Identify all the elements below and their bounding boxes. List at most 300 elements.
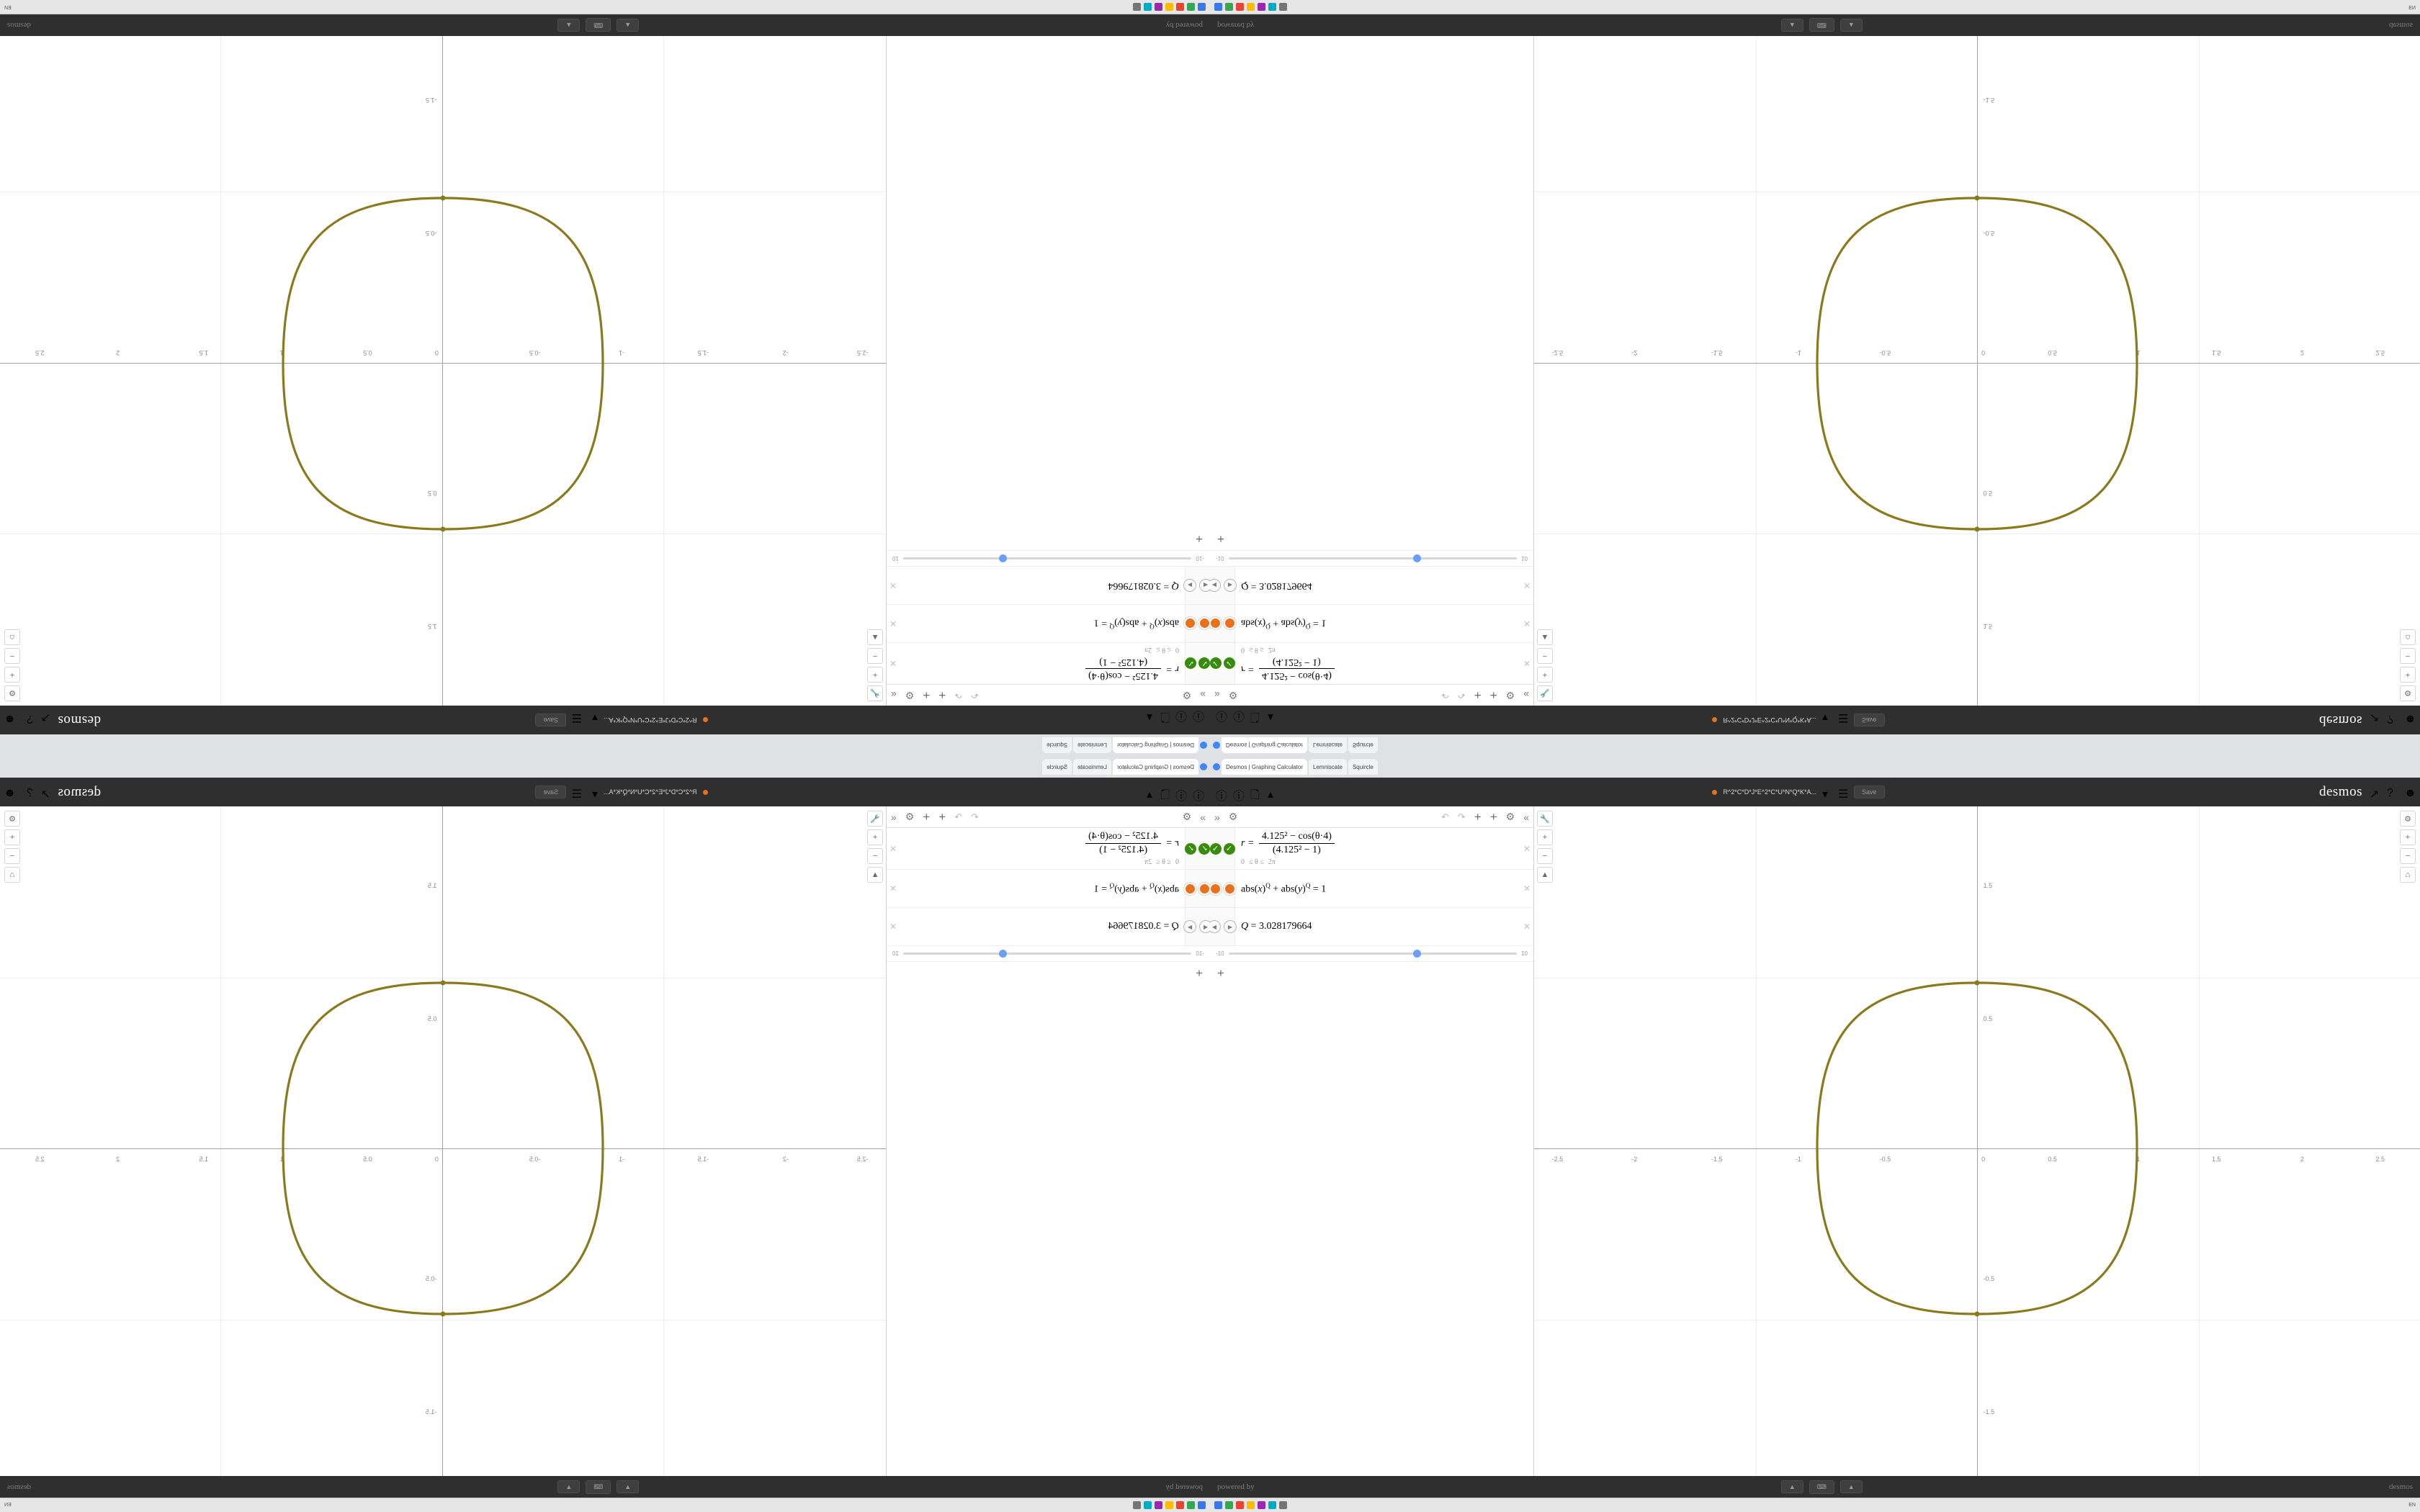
expression-body-2[interactable] [887, 605, 1185, 642]
step-icon[interactable]: ▶ [1224, 579, 1237, 592]
taskbar-app-icon[interactable] [1187, 1501, 1195, 1509]
keyboard-expand[interactable]: ▲ [557, 1480, 580, 1493]
expression-body-3[interactable] [887, 908, 1185, 945]
add-expression-button[interactable]: + [938, 809, 946, 824]
expression-body-2[interactable] [1235, 870, 1533, 907]
tab-0[interactable] [1113, 759, 1198, 775]
expression-body-1[interactable] [887, 643, 1185, 684]
tab-1[interactable] [1073, 737, 1111, 753]
gear-icon[interactable]: ⚙ [1228, 811, 1238, 822]
visibility-toggle-2[interactable]: ✓ [1186, 658, 1197, 670]
visibility-toggle-2[interactable]: ✓ [1224, 843, 1235, 855]
keyboard-toggle[interactable]: ▲ [1781, 1480, 1803, 1493]
gear-icon-right[interactable]: ⚙ [905, 690, 915, 701]
taskbar-app-icon[interactable] [1155, 1501, 1162, 1509]
expression-controls-1[interactable] [1185, 828, 1210, 869]
undo-icon[interactable]: ↶ [971, 690, 980, 701]
color-swatch[interactable] [1210, 618, 1222, 630]
panel-toolbar-right[interactable] [1441, 810, 1529, 824]
slider-min-label[interactable]: -10 [1196, 950, 1204, 957]
slider-track[interactable] [903, 953, 1192, 955]
taskbar-app-icon[interactable] [1214, 3, 1222, 11]
variable-value[interactable]: 3.028179664 [1108, 921, 1161, 932]
expression-list[interactable] [1210, 828, 1533, 985]
panel-toolbar[interactable] [1210, 684, 1533, 706]
settings-icon[interactable]: ⚙ [2400, 685, 2416, 701]
slider-thumb[interactable] [999, 950, 1007, 958]
domain-min[interactable]: 0 [1241, 858, 1245, 866]
play-icon[interactable]: ◀ [1210, 920, 1221, 933]
taskbar-app-icon[interactable] [1279, 3, 1287, 11]
delete-expression-icon[interactable]: ✕ [1523, 618, 1531, 629]
taskbar-app-icon[interactable] [1279, 1501, 1287, 1509]
header-right-controls[interactable] [6, 784, 101, 800]
share-icon[interactable]: ↗ [40, 711, 51, 724]
slider-max-label[interactable]: 10 [1521, 555, 1528, 562]
keyboard-icon[interactable]: ⌨ [586, 1480, 611, 1494]
desmos-footer[interactable] [1210, 1476, 2420, 1498]
slider-track[interactable] [903, 557, 1192, 559]
expression-controls-1[interactable] [1185, 643, 1210, 684]
browser-tabstrip[interactable] [1210, 734, 2420, 756]
chevron-down-icon[interactable]: ▾ [591, 788, 599, 801]
info-icon[interactable]: ⓘ [1175, 709, 1187, 721]
list-icon[interactable]: ☰ [1837, 711, 1849, 724]
new-graph-icon[interactable]: 🗋 [1250, 789, 1260, 801]
home-button-left[interactable]: ▲ [867, 867, 883, 883]
chevron-down-icon[interactable]: ▾ [591, 711, 599, 724]
panel-toolbar-left[interactable] [1183, 811, 1206, 823]
os-taskbar[interactable] [0, 0, 1210, 14]
expression-panel[interactable] [1210, 806, 1534, 1490]
taskbar-app-icon[interactable] [1236, 3, 1244, 11]
keyboard-icon[interactable]: ⌨ [1809, 1480, 1834, 1494]
os-taskbar[interactable] [1210, 0, 2420, 14]
step-icon[interactable]: ▶ [1183, 579, 1196, 592]
toggle-pair[interactable] [1186, 843, 1211, 855]
header-center[interactable] [536, 711, 708, 726]
tab-1[interactable] [1309, 759, 1347, 775]
taskbar-app-icon[interactable] [1258, 3, 1265, 11]
slider-max-label[interactable]: 10 [892, 555, 899, 562]
zoom-in-button-left[interactable]: + [1537, 829, 1553, 845]
delete-expression-icon[interactable]: ✕ [1523, 658, 1531, 669]
settings-icon[interactable]: ⚙ [2400, 811, 2416, 827]
chevron-up-icon[interactable]: ▴ [1146, 711, 1152, 724]
share-icon[interactable]: ↗ [2369, 711, 2380, 724]
slider-thumb[interactable] [999, 554, 1007, 562]
tab-0[interactable] [1222, 759, 1307, 775]
wrench-icon[interactable]: 🔧 [867, 811, 883, 827]
expression-controls-2[interactable] [1210, 605, 1235, 642]
add-expression-row[interactable] [1210, 962, 1533, 985]
expression-row-3[interactable] [1210, 908, 1533, 946]
visibility-toggle[interactable]: ✓ [1210, 843, 1222, 855]
visibility-toggle[interactable]: ✓ [1199, 843, 1211, 855]
undo-icon[interactable]: ↶ [1440, 811, 1449, 822]
toggle-pair[interactable] [1186, 658, 1211, 670]
expression-body-1[interactable] [1235, 828, 1533, 869]
save-button[interactable]: Save [1854, 714, 1885, 726]
save-button[interactable]: Save [536, 786, 567, 798]
taskbar-app-icon[interactable] [1133, 1501, 1141, 1509]
slider-row[interactable] [1210, 946, 1533, 962]
header-left-controls[interactable] [1142, 709, 1204, 725]
expression-row-2[interactable] [887, 604, 1210, 642]
plus-icon[interactable]: + [1217, 532, 1224, 546]
taskbar-app-icon[interactable] [1144, 1501, 1152, 1509]
domain-max[interactable]: 2π [1144, 646, 1152, 654]
color-swatch[interactable] [1199, 883, 1211, 895]
new-graph-icon[interactable]: 🗋 [1160, 789, 1170, 801]
color-swatch-2[interactable] [1224, 618, 1236, 630]
chevron-double-right-icon[interactable]: » [1200, 811, 1206, 823]
add-item-button[interactable]: + [923, 688, 931, 703]
taskbar-app-icon[interactable] [1198, 3, 1206, 11]
graph-zoom-controls[interactable] [2400, 629, 2416, 701]
keyboard-expand[interactable]: ▲ [1840, 19, 1863, 32]
slider-row[interactable] [887, 946, 1210, 962]
zoom-out-button-left[interactable]: − [867, 848, 883, 864]
gear-icon-right[interactable]: ⚙ [1505, 690, 1515, 701]
home-button-left[interactable]: ▲ [1537, 867, 1553, 883]
delete-expression-icon[interactable]: ✕ [1523, 580, 1531, 590]
domain-min[interactable]: 0 [1241, 646, 1245, 654]
info-icon[interactable]: ⓘ [1233, 791, 1245, 803]
zoom-out-button[interactable]: − [4, 848, 20, 864]
taskbar-app-icon[interactable] [1225, 1501, 1233, 1509]
domain-min[interactable]: 0 [1175, 858, 1179, 866]
delete-expression-icon[interactable]: ✕ [1523, 843, 1531, 854]
tab-1[interactable] [1309, 737, 1347, 753]
expression-body-3[interactable] [1235, 908, 1533, 945]
wrench-icon[interactable]: 🔧 [1537, 811, 1553, 827]
question-icon[interactable]: ? [27, 713, 34, 725]
expression-controls-1[interactable] [1210, 643, 1235, 684]
domain-max[interactable]: 2π [1268, 858, 1276, 866]
panel-toolbar-left[interactable] [1183, 689, 1206, 701]
delete-expression-icon[interactable]: ✕ [889, 843, 897, 854]
browser-tabstrip[interactable] [1210, 756, 2420, 778]
graph-name-field[interactable]: R^2*C*D*J*E^2*C*U*N*Q*K*A... [1723, 716, 1816, 724]
browser-tabstrip[interactable] [0, 734, 1210, 756]
expression-row-1[interactable] [1210, 642, 1533, 684]
expression-body-1[interactable] [1235, 643, 1533, 684]
slider-playback[interactable] [1183, 579, 1210, 592]
graph-left-controls[interactable] [1537, 811, 1553, 883]
zoom-in-button[interactable]: + [2400, 667, 2416, 683]
slider-track[interactable] [1229, 953, 1518, 955]
taskbar-app-icon[interactable] [1176, 1501, 1184, 1509]
add-item-button[interactable]: + [923, 809, 931, 824]
zoom-out-button[interactable]: − [2400, 848, 2416, 864]
domain-row-1[interactable] [1241, 858, 1528, 866]
taskbar-app-icon[interactable] [1247, 1501, 1255, 1509]
color-pair[interactable] [1210, 618, 1236, 630]
zoom-in-button[interactable]: + [4, 829, 20, 845]
expression-row-3[interactable] [1210, 566, 1533, 604]
expression-body-3[interactable] [887, 567, 1185, 604]
add-expression-button[interactable]: + [1474, 809, 1482, 824]
expression-panel[interactable] [886, 806, 1210, 1490]
keyboard-expand[interactable]: ▲ [557, 19, 580, 32]
account-icon[interactable]: ☻ [2403, 713, 2416, 725]
plus-icon[interactable]: + [1196, 966, 1203, 980]
expression-body-1[interactable] [887, 828, 1185, 869]
toggle-pair[interactable] [1210, 843, 1235, 855]
tab-2[interactable] [1348, 737, 1378, 753]
play-icon[interactable]: ◀ [1199, 920, 1210, 933]
redo-icon[interactable]: ↷ [1457, 690, 1466, 701]
slider-track[interactable] [1229, 557, 1518, 559]
header-left-controls[interactable] [1142, 787, 1204, 803]
delete-expression-icon[interactable]: ✕ [889, 883, 897, 894]
taskbar-app-icon[interactable] [1247, 3, 1255, 11]
expression-list[interactable] [887, 828, 1210, 985]
zoom-out-button-left[interactable]: − [867, 648, 883, 664]
taskbar-app-icon[interactable] [1258, 1501, 1265, 1509]
expression-controls-3[interactable] [1210, 567, 1235, 604]
chevron-down-icon[interactable]: ▾ [1821, 711, 1829, 724]
variable-value[interactable]: 3.028179664 [1108, 580, 1161, 591]
taskbar-app-icon[interactable] [1187, 3, 1195, 11]
domain-max[interactable]: 2π [1268, 646, 1276, 654]
tab-list[interactable] [1042, 737, 1210, 753]
add-expression-row[interactable] [887, 527, 1210, 550]
save-button[interactable]: Save [536, 714, 567, 726]
home-button-left[interactable]: ▲ [867, 629, 883, 645]
taskbar-app-icon[interactable] [1165, 1501, 1173, 1509]
slider-playback[interactable] [1183, 920, 1210, 933]
color-pair[interactable] [1210, 883, 1236, 895]
panel-toolbar[interactable] [1210, 806, 1533, 828]
gear-icon-right[interactable]: ⚙ [905, 811, 915, 822]
domain-row-1[interactable] [1241, 646, 1528, 654]
chevron-double-left-icon[interactable]: « [1523, 811, 1529, 823]
expression-row-1[interactable] [1210, 828, 1533, 870]
delete-expression-icon[interactable]: ✕ [889, 922, 897, 932]
add-expression-row[interactable] [887, 962, 1210, 985]
expression-controls-3[interactable] [1185, 567, 1210, 604]
taskbar-app-icon[interactable] [1214, 1501, 1222, 1509]
keyboard-icon[interactable]: ⌨ [586, 19, 611, 32]
header-right-controls[interactable] [2319, 784, 2414, 800]
home-button[interactable]: ⌂ [4, 867, 20, 883]
new-graph-icon[interactable]: 🗋 [1160, 711, 1170, 723]
taskbar-app-icon[interactable] [1268, 1501, 1276, 1509]
question-icon[interactable]: ? [27, 787, 34, 799]
panel-toolbar[interactable] [887, 684, 1210, 706]
question-icon[interactable]: ? [2386, 787, 2393, 799]
account-icon[interactable]: ☻ [4, 713, 17, 725]
expression-controls-2[interactable] [1185, 870, 1210, 907]
keyboard-toggle[interactable]: ▲ [1781, 19, 1803, 32]
domain-row-1[interactable] [892, 858, 1179, 866]
save-button[interactable]: Save [1854, 786, 1885, 798]
gear-icon[interactable]: ⚙ [1182, 690, 1192, 701]
expression-controls-2[interactable] [1210, 870, 1235, 907]
header-left-controls[interactable] [1216, 709, 1278, 725]
slider-min-label[interactable]: -10 [1196, 555, 1204, 562]
header-center[interactable] [1712, 711, 1884, 726]
zoom-in-button-left[interactable]: + [867, 829, 883, 845]
expression-body-2[interactable] [887, 870, 1185, 907]
home-button[interactable]: ⌂ [4, 629, 20, 645]
settings-icon[interactable]: ⚙ [4, 811, 20, 827]
panel-toolbar-right[interactable] [891, 810, 979, 824]
add-item-button[interactable]: + [1489, 809, 1497, 824]
tab-list[interactable] [1210, 759, 1378, 775]
help-icon[interactable]: ⓘ [1192, 709, 1204, 721]
undo-icon[interactable]: ↶ [971, 811, 980, 822]
tab-list[interactable] [1042, 759, 1210, 775]
taskbar-app-icon[interactable] [1268, 3, 1276, 11]
expression-body-2[interactable] [1235, 605, 1533, 642]
gear-icon[interactable]: ⚙ [1182, 811, 1192, 822]
chevron-up-icon[interactable]: ▴ [1268, 711, 1274, 724]
account-icon[interactable]: ☻ [4, 787, 17, 799]
question-icon[interactable]: ? [2386, 713, 2393, 725]
taskbar-app-icon[interactable] [1176, 3, 1184, 11]
tab-2[interactable] [1042, 737, 1072, 753]
slider-playback[interactable] [1210, 579, 1237, 592]
os-taskbar[interactable] [0, 1498, 1210, 1512]
graph-canvas[interactable] [1534, 22, 2420, 706]
slider-row[interactable] [1210, 550, 1533, 566]
graph-canvas[interactable] [0, 22, 886, 706]
panel-toolbar-right[interactable] [891, 688, 979, 703]
color-swatch[interactable] [1199, 618, 1211, 630]
expression-list[interactable] [887, 527, 1210, 684]
os-taskbar[interactable] [1210, 1498, 2420, 1512]
chevron-up-icon[interactable]: ▴ [1268, 788, 1274, 801]
graph-left-controls[interactable] [1537, 629, 1553, 701]
desmos-footer[interactable] [1210, 14, 2420, 36]
expression-body-3[interactable] [1235, 567, 1533, 604]
redo-icon[interactable]: ↷ [1457, 811, 1466, 822]
graph-left-controls[interactable] [867, 811, 883, 883]
taskbar-app-icon[interactable] [1236, 1501, 1244, 1509]
header-right-controls[interactable] [6, 712, 101, 728]
graph-name-field[interactable]: R^2*C*D*J*E^2*C*U*N*Q*K*A... [1723, 788, 1816, 796]
tab-1[interactable] [1073, 759, 1111, 775]
slider-row[interactable] [887, 550, 1210, 566]
delete-expression-icon[interactable]: ✕ [889, 580, 897, 590]
graph-zoom-controls[interactable] [4, 629, 20, 701]
graph-name-field[interactable]: R^2*C*D*J*E^2*C*U*N*Q*K*A... [604, 716, 697, 724]
delete-expression-icon[interactable]: ✕ [1523, 922, 1531, 932]
visibility-toggle[interactable]: ✓ [1199, 658, 1211, 670]
expression-controls-1[interactable] [1210, 828, 1235, 869]
slider-thumb[interactable] [1413, 950, 1421, 958]
step-icon[interactable]: ▶ [1183, 920, 1196, 933]
zoom-out-button[interactable]: − [2400, 648, 2416, 664]
settings-icon[interactable]: ⚙ [4, 685, 20, 701]
graph-zoom-controls[interactable] [2400, 811, 2416, 883]
color-pair[interactable] [1185, 883, 1211, 895]
graph-canvas[interactable] [1534, 806, 2420, 1490]
list-icon[interactable]: ☰ [571, 788, 583, 801]
chevron-double-left-icon[interactable]: « [1523, 689, 1529, 701]
chevron-double-left-icon[interactable]: « [891, 811, 897, 823]
color-swatch[interactable] [1210, 883, 1222, 895]
play-icon[interactable]: ◀ [1199, 579, 1210, 592]
header-center[interactable] [536, 786, 708, 801]
tab-2[interactable] [1042, 759, 1072, 775]
color-pair[interactable] [1185, 618, 1211, 630]
play-icon[interactable]: ◀ [1210, 579, 1221, 592]
color-swatch-2[interactable] [1185, 883, 1197, 895]
help-icon[interactable]: ⓘ [1192, 791, 1204, 803]
slider-min-label[interactable]: -10 [1216, 950, 1224, 957]
panel-toolbar-right[interactable] [1441, 688, 1529, 703]
add-item-button[interactable]: + [1489, 688, 1497, 703]
gear-icon[interactable]: ⚙ [1228, 690, 1238, 701]
expression-list[interactable] [1210, 527, 1533, 684]
zoom-in-button[interactable]: + [4, 667, 20, 683]
expression-row-3[interactable] [887, 566, 1210, 604]
slider-min-label[interactable]: -10 [1216, 555, 1224, 562]
desmos-footer[interactable] [0, 14, 1210, 36]
gear-icon-right[interactable]: ⚙ [1505, 811, 1515, 822]
expression-panel[interactable] [886, 22, 1210, 706]
expression-controls-3[interactable] [1210, 908, 1235, 945]
keyboard-icon[interactable]: ⌨ [1809, 19, 1834, 32]
home-button-left[interactable]: ▲ [1537, 629, 1553, 645]
expression-row-2[interactable] [1210, 604, 1533, 642]
account-icon[interactable]: ☻ [2403, 787, 2416, 799]
domain-min[interactable]: 0 [1175, 646, 1179, 654]
taskbar-app-icon[interactable] [1155, 3, 1162, 11]
expression-row-2[interactable] [1210, 870, 1533, 908]
browser-tabstrip[interactable] [0, 756, 1210, 778]
tab-0[interactable] [1222, 737, 1307, 753]
redo-icon[interactable]: ↷ [954, 690, 963, 701]
help-icon[interactable]: ⓘ [1216, 791, 1228, 803]
help-icon[interactable]: ⓘ [1216, 709, 1228, 721]
chevron-down-icon[interactable]: ▾ [1821, 788, 1829, 801]
color-swatch-2[interactable] [1185, 618, 1197, 630]
expression-controls-2[interactable] [1185, 605, 1210, 642]
slider-max-label[interactable]: 10 [892, 950, 899, 957]
color-swatch-2[interactable] [1224, 883, 1236, 895]
wrench-icon[interactable]: 🔧 [1537, 685, 1553, 701]
graph-left-controls[interactable] [867, 629, 883, 701]
taskbar-app-icon[interactable] [1144, 3, 1152, 11]
chevron-double-right-icon[interactable]: » [1200, 689, 1206, 701]
visibility-toggle[interactable]: ✓ [1210, 658, 1222, 670]
redo-icon[interactable]: ↷ [954, 811, 963, 822]
delete-expression-icon[interactable]: ✕ [1523, 883, 1531, 894]
plus-icon[interactable]: + [1217, 966, 1224, 980]
graph-zoom-controls[interactable] [4, 811, 20, 883]
domain-max[interactable]: 2π [1144, 858, 1152, 866]
wrench-icon[interactable]: 🔧 [867, 685, 883, 701]
list-icon[interactable]: ☰ [1837, 788, 1849, 801]
variable-value[interactable]: 3.028179664 [1259, 580, 1312, 591]
share-icon[interactable]: ↗ [40, 788, 51, 801]
step-icon[interactable]: ▶ [1224, 920, 1237, 933]
taskbar-app-icon[interactable] [1225, 3, 1233, 11]
header-right-controls[interactable] [2319, 712, 2414, 728]
undo-icon[interactable]: ↶ [1440, 690, 1449, 701]
toggle-pair[interactable] [1210, 658, 1235, 670]
slider-playback[interactable] [1210, 920, 1237, 933]
chevron-up-icon[interactable]: ▴ [1146, 788, 1152, 801]
home-button[interactable]: ⌂ [2400, 629, 2416, 645]
share-icon[interactable]: ↗ [2369, 788, 2380, 801]
taskbar-app-icon[interactable] [1133, 3, 1141, 11]
